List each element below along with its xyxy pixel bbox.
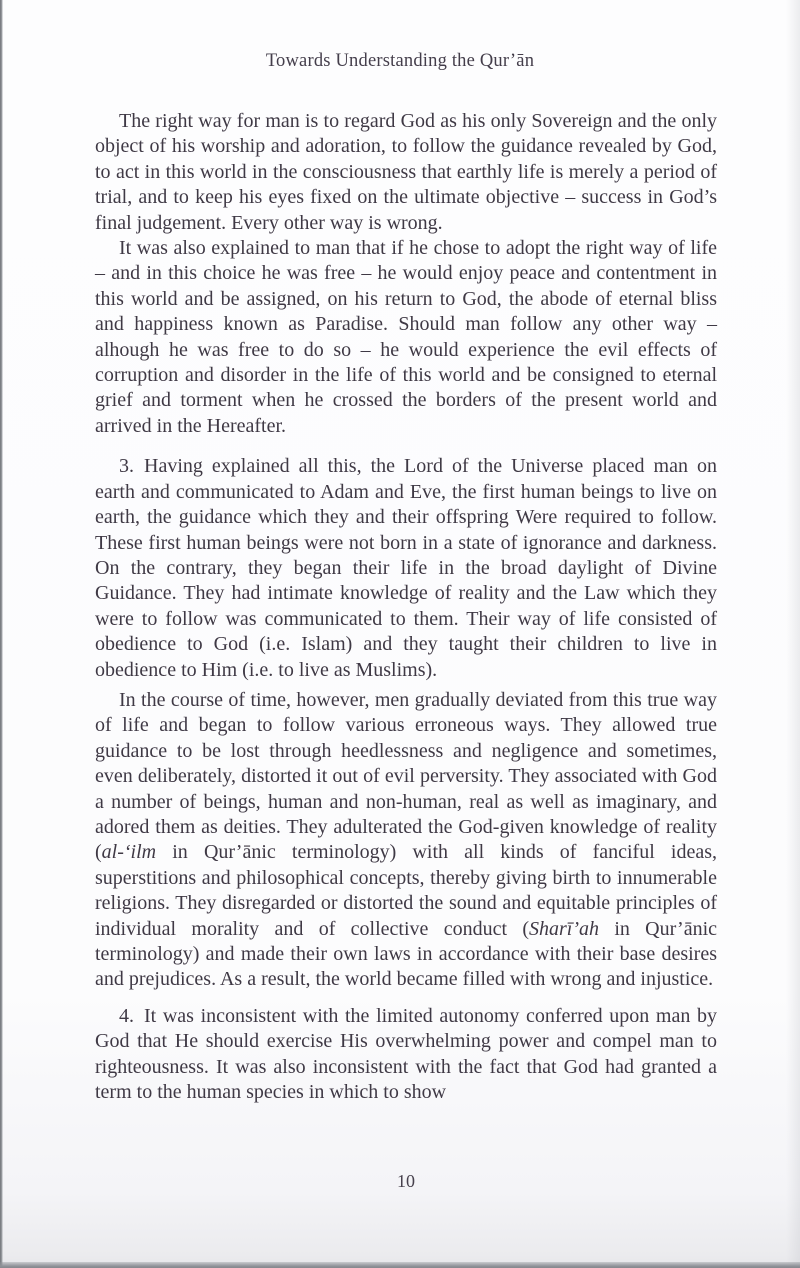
paragraph-4: In the course of time, however, men gradually deviated from this true way of life and began to follow various erroneous ways. They allowed true guidance to be lost through heedlessness and negligence and sometimes, even deliberately, distorted it out of evil perversity. They associated with God a number of beings, human and non-human, real as well as imaginary, and adored them as deities. They adulterated the God-given knowledge of reality (al-‘ilm in Qur’ānic terminology) with all kinds of fanciful ideas, superstitions and philosophical concepts, thereby giving birth to innumerable religions. They disregarded or distorted the sound and equitable principles of individual morality and of collective conduct (Sharī’ah in Qur’ānic terminology) and made their own laws in accordance with their base desires and prejudices. As a result, the world became filled with wrong and injustice.: [95, 688, 718, 991]
page-body: [95, 109, 717, 1105]
scan-edge-left: [0, 0, 3, 1268]
paragraph-2: It was also explained to man that if he chose to adopt the right way of life – and in this choice he was free – he would enjoy peace and contentment in this world and be assigned, on his return to God, the abode of eternal bliss and happiness known as Paradise. Should man follow any other way – alhough he was free to do so – he would experience the evil effects of corruption and disorder in the life of this world and be consigned to eternal grief and torment when he crossed the borders of the present world and arrived in the Hereafter.: [95, 237, 717, 437]
running-head: Towards Understanding the Qur’ān: [265, 51, 535, 71]
scan-shadow-right: [786, 0, 800, 1268]
page-number: 10: [397, 1171, 415, 1191]
paragraph-5-numbered: 4. It was inconsistent with the limited autonomy conferred upon man by God that He should exercise His overwhelming power and compel man to righteousness. It was also inconsistent with the fact that God had granted a term to the human species in which to show: [95, 1004, 717, 1104]
paragraph-1: The right way for man is to regard God as his only Sovereign and the only object of his worship and adoration, to follow the guidance revealed by God, to act in this world in the consciousness that earthly life is merely a period of trial, and to keep his eyes fixed on the ultimate objective – success in God’s final judgement. Every other way is wrong.: [95, 110, 717, 234]
scan-edge-bottom: [0, 1262, 800, 1268]
paragraph-3-numbered: 3. Having explained all this, the Lord of the Universe placed man on earth and communicated to Adam and Eve, the first human beings to live on earth, the guidance which they and their offspring Were required to follow. These first human beings were not born in a state of ignorance and darkness. On the contrary, they began their life in the broad daylight of Divine Guidance. They had intimate knowledge of reality and the Law which they were to follow was communicated to them. Their way of life consisted of obedience to God (i.e. Islam) and they taught their children to live in obedience to Him (i.e. to live as Muslims).: [95, 455, 717, 681]
